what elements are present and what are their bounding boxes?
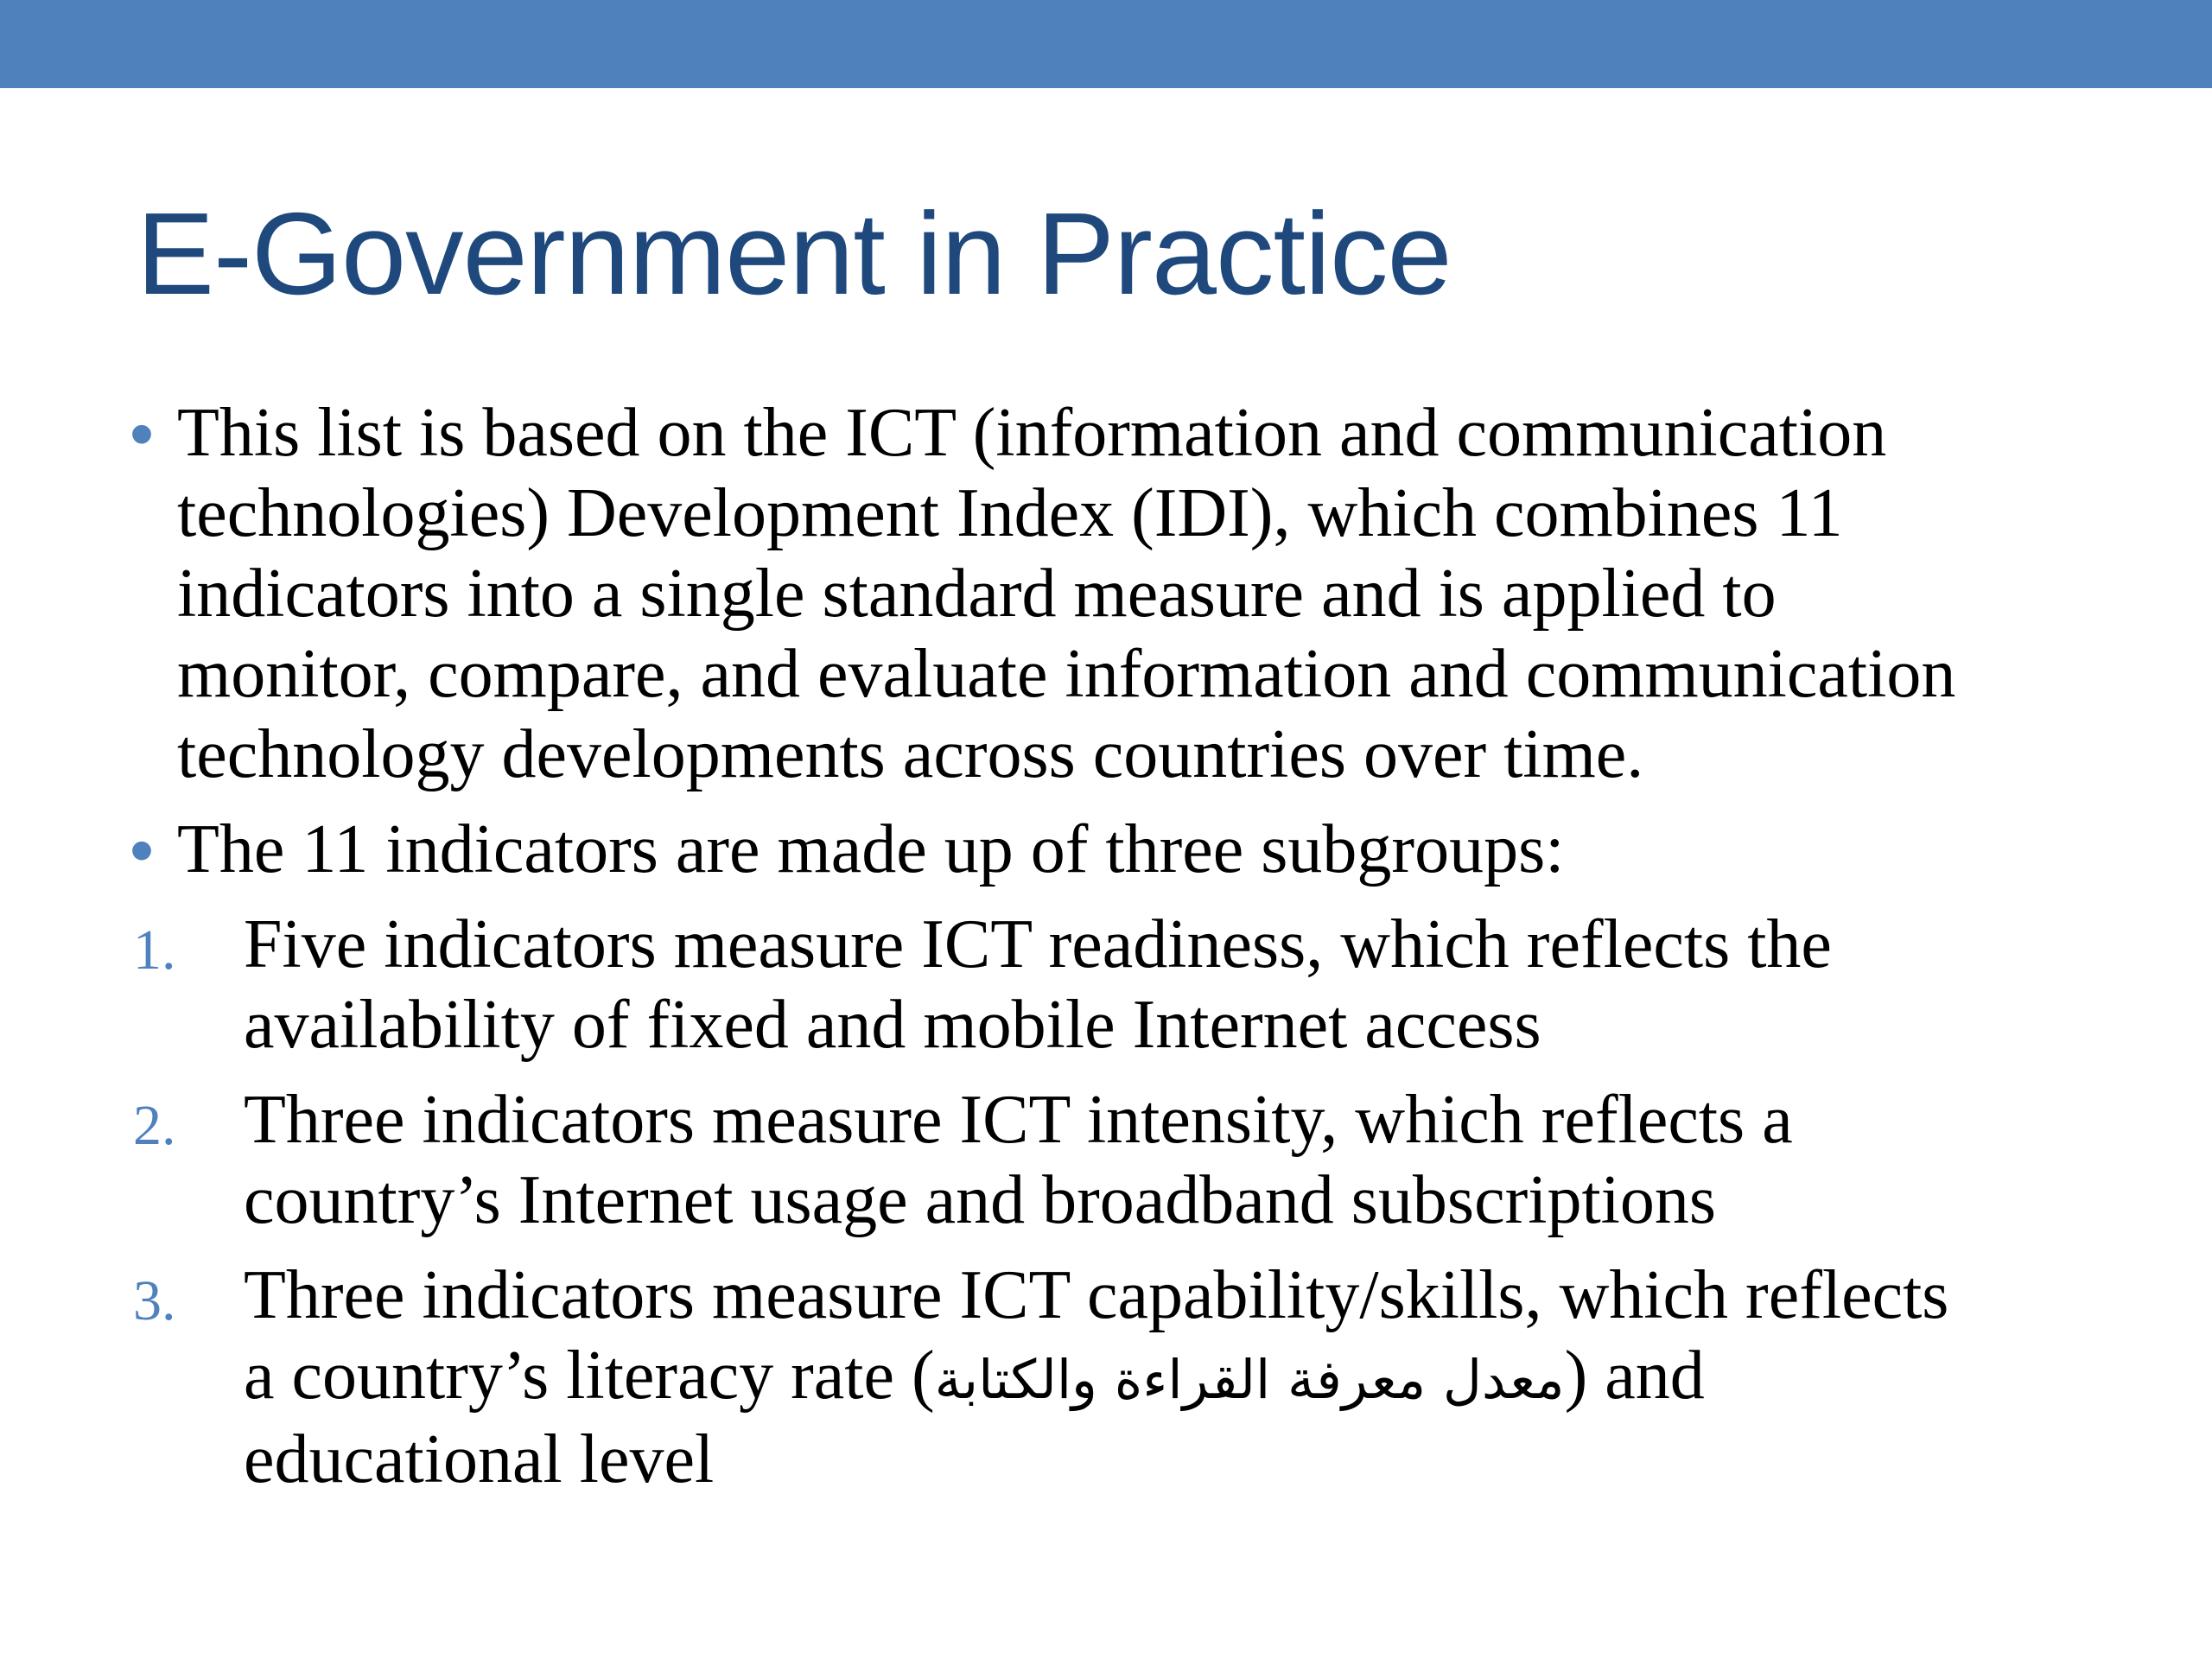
list-number: 2. bbox=[133, 1094, 176, 1157]
bullet-1-line-3: indicators into a single standard measure and is applied to bbox=[177, 556, 1777, 632]
list-number: 1. bbox=[133, 918, 176, 982]
numbered-item-3 bbox=[130, 1255, 2117, 1500]
literacy-text-before: a country’s literacy rate ( bbox=[244, 1338, 935, 1414]
numbered-item-2 bbox=[130, 1080, 2117, 1241]
numbered-1-line-1: Five indicators measure ICT readiness, which reflects the bbox=[244, 906, 1832, 982]
numbered-3-line-3: educational level bbox=[244, 1421, 715, 1497]
numbered-3-line-1: Three indicators measure ICT capability/skills, which reflects bbox=[244, 1257, 1949, 1333]
numbered-item-1 bbox=[130, 905, 2117, 1065]
numbered-2-line-2: country’s Internet usage and broadband subscriptions bbox=[244, 1162, 1717, 1238]
bullet-item-2 bbox=[130, 810, 2117, 890]
bullet-1-line-5: technology developments across countries over time. bbox=[177, 716, 1644, 792]
bullet-1-line-2: technologies) Development Index (IDI), which combines 11 bbox=[177, 475, 1843, 551]
slide-top-bar bbox=[0, 0, 2212, 88]
numbered-1-line-2: availability of fixed and mobile Internet access bbox=[244, 987, 1541, 1063]
bullet-1-line-1: This list is based on the ICT (information and communication bbox=[177, 395, 1887, 471]
bullet-item-1 bbox=[130, 393, 2117, 795]
numbered-2-line-1: Three indicators measure ICT intensity, which reflects a bbox=[244, 1082, 1793, 1158]
slide-title: E-Government in Practice bbox=[137, 188, 1452, 319]
bullet-1-line-4: monitor, compare, and evaluate information and communication bbox=[177, 636, 1956, 712]
bullet-2-line-1: The 11 indicators are made up of three subgroups: bbox=[177, 811, 1565, 887]
list-number: 3. bbox=[133, 1269, 176, 1332]
numbered-3-line-2 bbox=[244, 1336, 2117, 1420]
slide-content bbox=[130, 393, 2117, 1515]
literacy-text-after: ) and bbox=[1564, 1338, 1705, 1414]
bullet-marker: • bbox=[130, 395, 155, 472]
bullet-marker: • bbox=[130, 811, 155, 888]
arabic-literacy-term: معدل معرفة القراءة والكتابة bbox=[934, 1348, 1565, 1411]
